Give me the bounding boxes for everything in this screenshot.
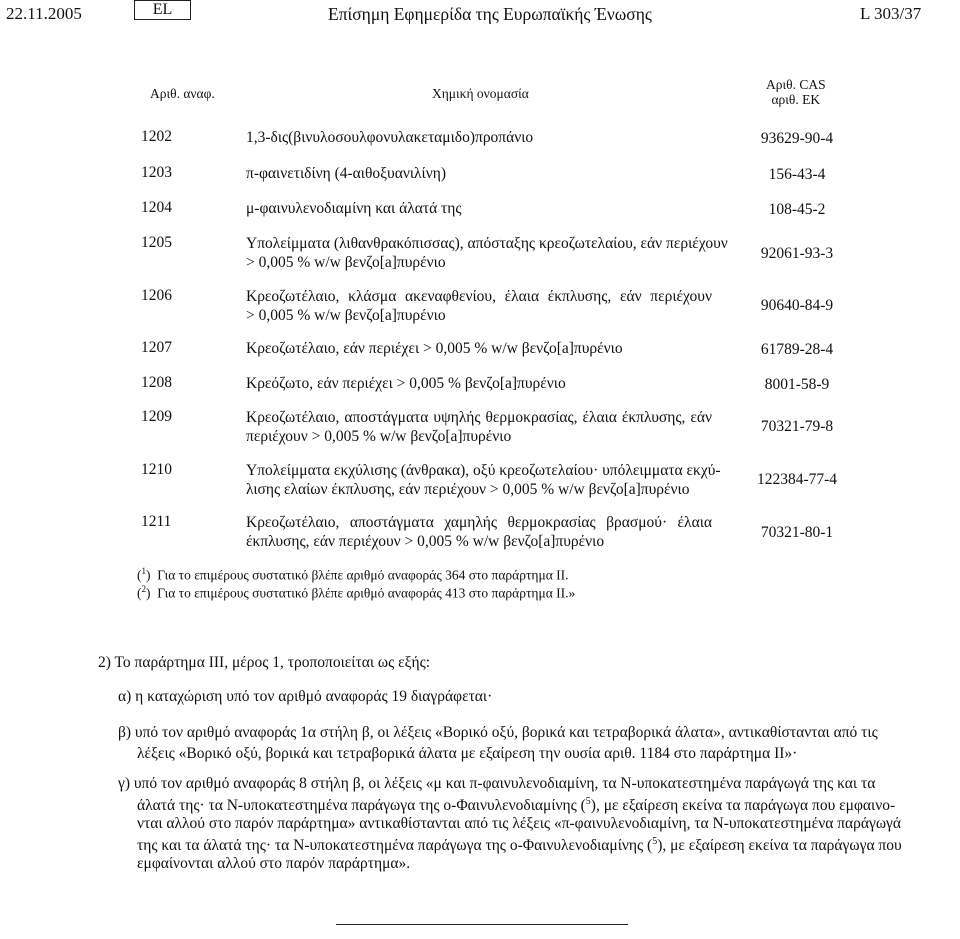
footer-rule [336, 924, 628, 925]
table-row-ref: 1210 [141, 461, 172, 478]
paragraph-line: λέξεις «Βορικό οξύ, βορικά και τετραβορικά άλατα με εξαίρεση την ουσία αριθ. 1184 στο παράρτημα II»· [137, 745, 798, 762]
footnote-text: Για το επιμέρους συστατικό βλέπε αριθμό αναφοράς 413 στο παράρτημα II.» [157, 585, 576, 601]
table-row-cas: 122384-77-4 [756, 471, 838, 488]
column-header-cas [766, 77, 826, 107]
table-row-ref: 1202 [141, 128, 172, 145]
table-row-ref: 1207 [141, 339, 172, 356]
table-row-cas: 61789-28-4 [760, 341, 834, 358]
paragraph-text: ), με εξαίρεση εκείνα τα παράγωγα που [657, 837, 902, 855]
header-date: 22.11.2005 [6, 4, 82, 23]
table-row-ref: 1211 [141, 513, 172, 530]
column-header-cas-line2: αριθ. ΕΚ [771, 92, 821, 107]
table-row-name-line: > 0,005 % w/w βενζο[a]πυρένιο [246, 307, 446, 324]
table-row-name-line: Υπολείμματα (λιθανθρακόπισσας), απόσταξης κρεοζωτελαίου, εάν περιέχουν [246, 235, 728, 252]
table-row-name [246, 408, 712, 446]
table-row-name [246, 339, 712, 358]
table-row-ref: 1209 [141, 408, 172, 425]
paragraph-line: εμφαίνονται αλλού στο παρόν παράρτημα». [137, 855, 411, 873]
footnote-mark: 1 [141, 566, 146, 576]
paragraph-item-b [118, 722, 878, 764]
table-row-name-line: Κρεοζωτέλαιο, κλάσμα ακεναφθενίου, έλαια έκπλυσης, εάν περιέχουν [246, 288, 712, 305]
paragraph-item-a: α) η καταχώριση υπό τον αριθμό αναφοράς 19 διαγράφεται· [118, 688, 493, 705]
table-row-cas: 70321-79-8 [760, 418, 834, 435]
table-row-name-line: π-φαινετιδίνη (4-αιθοξυανιλίνη) [246, 165, 446, 182]
journal-title: Επίσημη Εφημερίδα της Ευρωπαϊκής Ένωσης [328, 4, 652, 24]
table-row-name [246, 461, 721, 499]
paragraph-item-g [118, 775, 902, 873]
paragraph-line: νται αλλού στο παρόν παράρτημα» αντικαθίστανται από τις λέξεις «π-φαινυλενοδιαμίνη, τα Ν-υποκατεστημένα παράγωγά [137, 815, 902, 833]
table-row-cas: 90640-84-9 [760, 297, 834, 314]
table-row-name-line: Κρεοζωτέλαιο, αποστάγματα χαμηλής θερμοκρασίας βρασμού· έλαια [246, 514, 712, 531]
table-row-name [246, 234, 728, 272]
paragraph-line [118, 833, 902, 855]
table-row-name-line: έκπλυσης, εάν περιέχουν > 0,005 % w/w βενζο[a]πυρένιο [246, 533, 605, 550]
table-row-name-line: μ-φαινυλενοδιαμίνη και άλατά της [246, 200, 462, 217]
table-row-name-line: Κρεοζωτέλαιο, αποστάγματα υψηλής θερμοκρασίας, έλαια έκπλυσης, εάν [246, 409, 712, 426]
paragraph-line: γ) υπό τον αριθμό αναφοράς 8 στήλη β, οι λέξεις «μ και π-φαινυλενοδιαμίνη, τα Ν-υποκατεστημένα παράγωγά της και τα [118, 775, 876, 792]
footnote: ($^2$) Για το επιμέρους συστατικό βλέπε αριθμό αναφοράς 413 στο παράρτημα II.» [137, 584, 576, 601]
table-row-cas: 156-43-4 [768, 166, 826, 183]
language-badge: EL [134, 0, 191, 20]
table-row-ref: 1204 [141, 199, 172, 216]
footnote: ($^1$) Για το επιμέρους συστατικό βλέπε αριθμό αναφοράς 364 στο παράρτημα II. [137, 566, 569, 583]
table-row-ref: 1206 [141, 287, 172, 304]
page-number: L 303/37 [860, 4, 922, 23]
table-row-name-line: Κρεοζωτέλαιο, εάν περιέχει > 0,005 % w/w βενζο[a]πυρένιο [246, 340, 623, 357]
paragraph-line: β) υπό τον αριθμό αναφοράς 1α στήλη β, οι λέξεις «Βορικό οξύ, βορικά και τετραβορικά άλατα», αντικαθίστανται από τις [118, 724, 878, 741]
table-row-ref: 1203 [141, 164, 172, 181]
table-row-name [246, 287, 712, 325]
column-header-ref-no: Αριθ. αναφ. [150, 86, 215, 101]
table-row-name-line: περιέχουν > 0,005 % w/w βενζο[a]πυρένιο [246, 428, 512, 445]
footnote-ref: 5 [652, 836, 658, 848]
table-row-name [246, 128, 712, 147]
table-row-name [246, 513, 712, 551]
column-header-chemical-name: Χημική ονομασία [432, 86, 529, 101]
table-row-ref: 1205 [141, 234, 172, 251]
column-header-cas-line1: Αριθ. CAS [766, 77, 826, 92]
table-row-cas: 8001-58-9 [764, 376, 830, 393]
table-row-name-line: > 0,005 % w/w βενζο[a]πυρένιο [246, 254, 446, 271]
table-row-name [246, 199, 712, 218]
table-row-ref: 1208 [141, 374, 172, 391]
footnote-ref: 5 [585, 796, 591, 807]
table-row-cas: 92061-93-3 [760, 245, 834, 262]
table-row-name [246, 164, 712, 183]
footnote-text: Για το επιμέρους συστατικό βλέπε αριθμό αναφοράς 364 στο παράρτημα II. [157, 567, 569, 583]
paragraph-text: ), με εξαίρεση εκείνα τα παράγωγα που εμφαινο- [590, 797, 896, 815]
footnote-mark: 2 [141, 584, 146, 594]
table-row-name-line: Υπολείμματα εκχύλισης (άνθρακα), οξύ κρεοζωτελαίου· υπόλειμματα εκχύ- [246, 462, 721, 479]
table-row-name [246, 374, 712, 393]
paragraph-text: της και τα άλατά της· τα Ν-υποκατεστημένα παράγωγα της ο-Φαινυλενοδιαμίνης ( [137, 837, 653, 855]
table-row-cas: 108-45-2 [768, 201, 826, 218]
paragraph-text: άλατά της· τα Ν-υποκατεστημένα παράγωγα της ο-Φαινυλενοδιαμίνης ( [137, 797, 586, 815]
table-row-cas: 93629-90-4 [760, 130, 834, 147]
table-row-cas: 70321-80-1 [760, 524, 834, 541]
paragraph-item-2: 2) Το παράρτημα III, μέρος 1, τροποποιείται ως εξής: [98, 654, 431, 671]
paragraph-line [118, 793, 896, 815]
table-row-name-line: 1,3-δις(βινυλοσουλφονυλακεταμιδο)προπάνιο [246, 129, 534, 146]
table-row-name-line: Κρεόζωτο, εάν περιέχει > 0,005 % βενζο[a]πυρένιο [246, 375, 566, 392]
table-row-name-line: λισης ελαίων έκπλυσης, εάν περιέχουν > 0,005 % w/w βενζο[a]πυρένιο [246, 481, 690, 498]
